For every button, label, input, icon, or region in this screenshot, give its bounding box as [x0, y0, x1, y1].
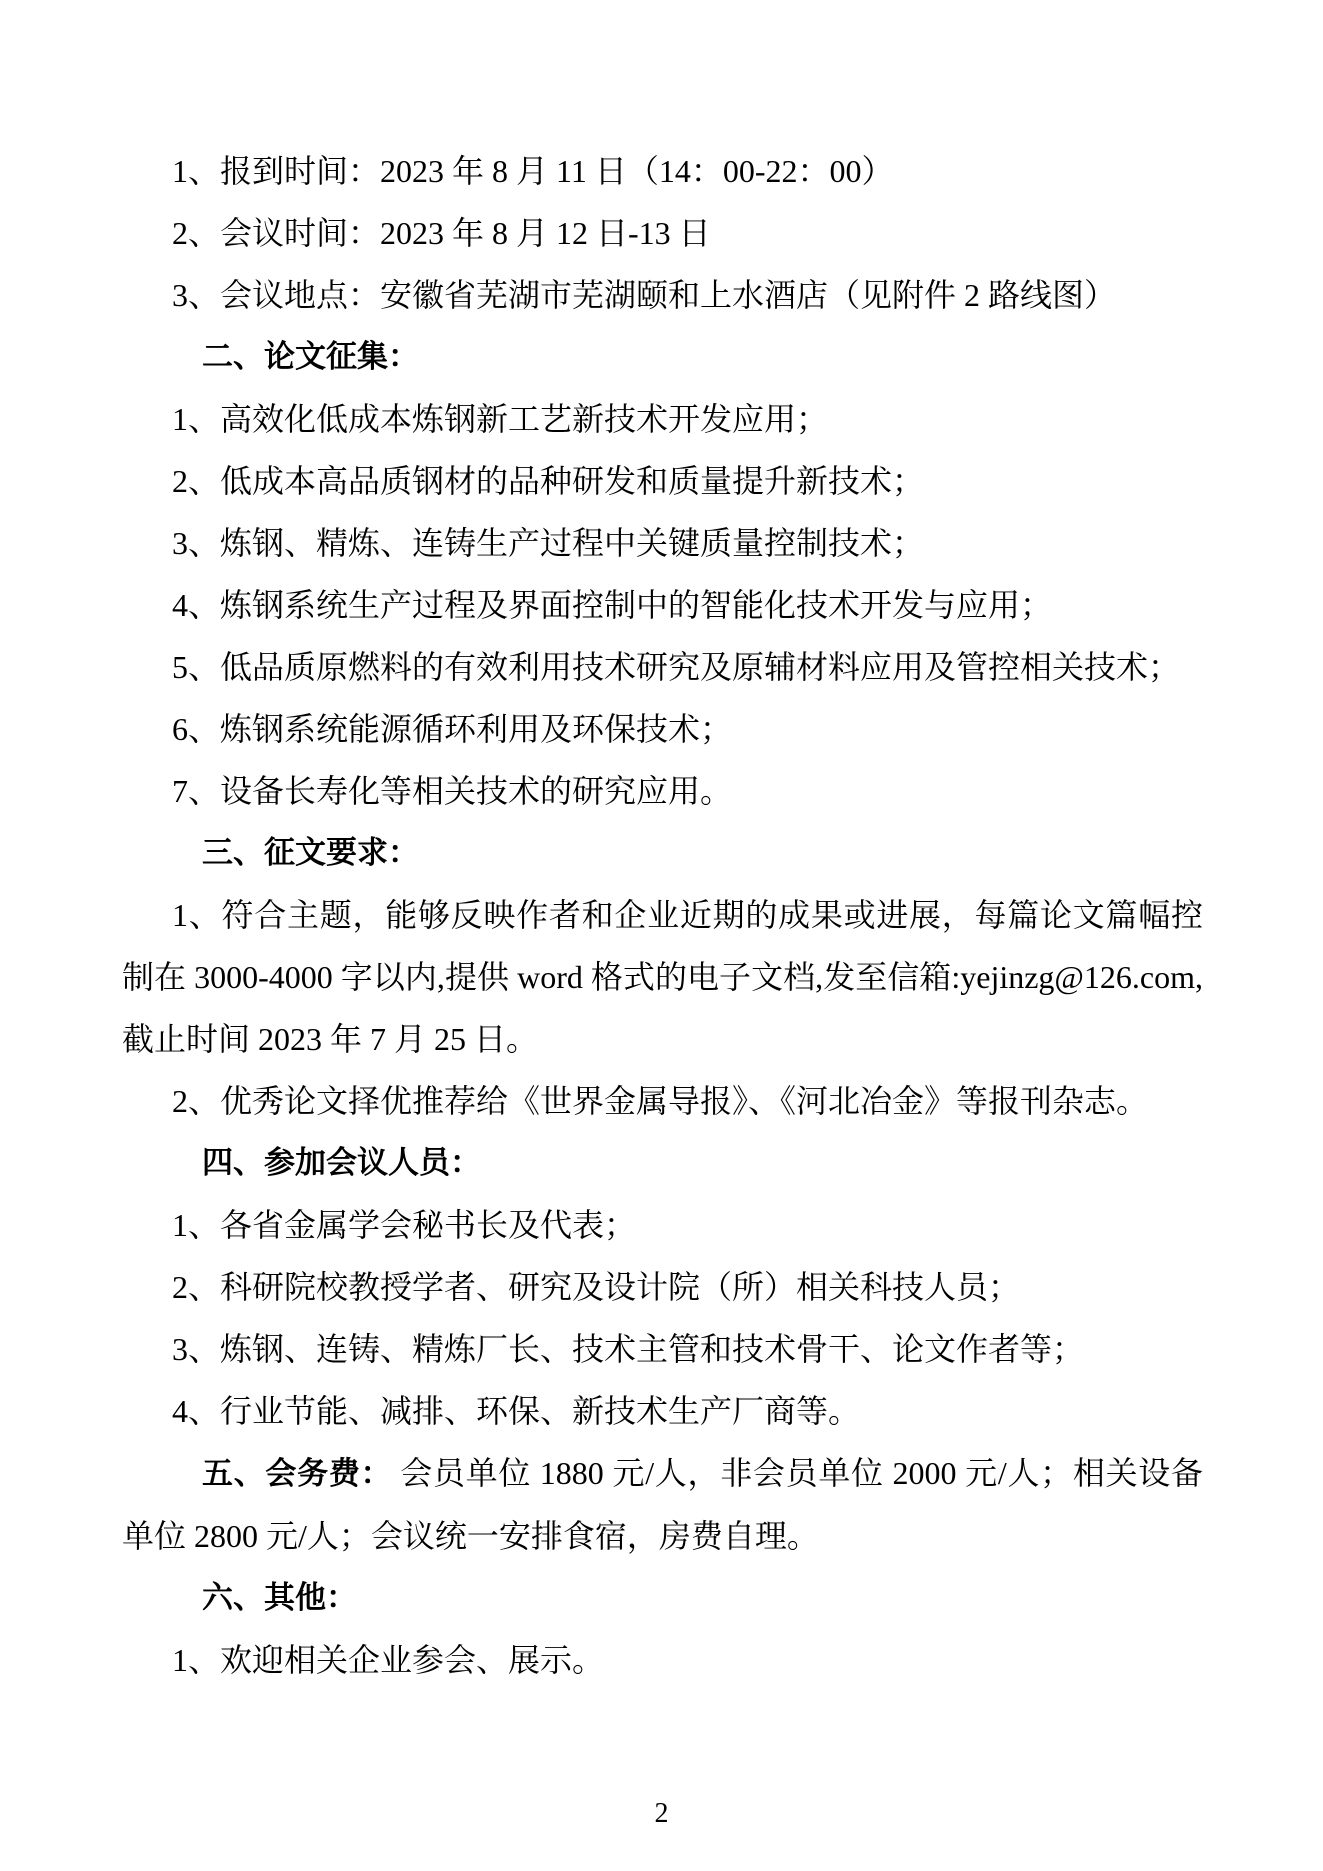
list-item: 6、炼钢系统能源循环利用及环保技术；	[172, 711, 733, 747]
page-number: 2	[654, 1798, 669, 1829]
intro-item-meeting-time: 2、会议时间：2023 年 8 月 12 日-13 日	[172, 215, 711, 251]
fee-text: 会员单位 1880 元/人，非会员单位 2000 元/人；相关设备单位 2800 元/人；会议统一安排食宿，房费自理。	[122, 1455, 1203, 1554]
section-heading-submission-requirements: 三、征文要求：	[202, 835, 419, 870]
list-item: 7、设备长寿化等相关技术的研究应用。	[172, 773, 733, 809]
paragraph-submission-detail: 1、符合主题，能够反映作者和企业近期的成果或进展，每篇论文篇幅控制在 3000-4000 字以内,提供 word 格式的电子文档,发至信箱:yejinzg@126.com,截止时间 2023 年 7 月 25 日。	[122, 897, 1203, 1057]
list-item: 1、欢迎相关企业参会、展示。	[172, 1642, 605, 1678]
list-item: 2、科研院校教授学者、研究及设计院（所）相关科技人员；	[172, 1269, 1021, 1305]
section-heading-attendees: 四、参加会议人员：	[202, 1145, 481, 1180]
list-item: 4、炼钢系统生产过程及界面控制中的智能化技术开发与应用；	[172, 587, 1053, 623]
list-item: 5、低品质原燃料的有效利用技术研究及原辅材料应用及管控相关技术；	[172, 649, 1181, 685]
list-item: 3、炼钢、连铸、精炼厂长、技术主管和技术骨干、论文作者等；	[172, 1331, 1085, 1367]
list-item: 1、高效化低成本炼钢新工艺新技术开发应用；	[172, 401, 829, 437]
list-item: 4、行业节能、减排、环保、新技术生产厂商等。	[172, 1393, 861, 1429]
document-content	[122, 140, 1203, 1691]
intro-item-report-time: 1、报到时间：2023 年 8 月 11 日（14：00-22：00）	[172, 153, 894, 189]
paragraph-conference-fee	[122, 1442, 1203, 1567]
fee-heading-label: 五、会务费：	[202, 1456, 393, 1491]
section-heading-other: 六、其他：	[202, 1580, 357, 1615]
list-item: 3、炼钢、精炼、连铸生产过程中关键质量控制技术；	[172, 525, 925, 561]
section-heading-paper-collection: 二、论文征集：	[202, 339, 419, 374]
list-item: 2、低成本高品质钢材的品种研发和质量提升新技术；	[172, 463, 925, 499]
intro-item-meeting-place: 3、会议地点：安徽省芜湖市芜湖颐和上水酒店（见附件 2 路线图）	[172, 277, 1117, 313]
list-item: 1、各省金属学会秘书长及代表；	[172, 1207, 637, 1243]
list-item: 2、优秀论文择优推荐给《世界金属导报》、《河北冶金》等报刊杂志。	[172, 1083, 1149, 1119]
